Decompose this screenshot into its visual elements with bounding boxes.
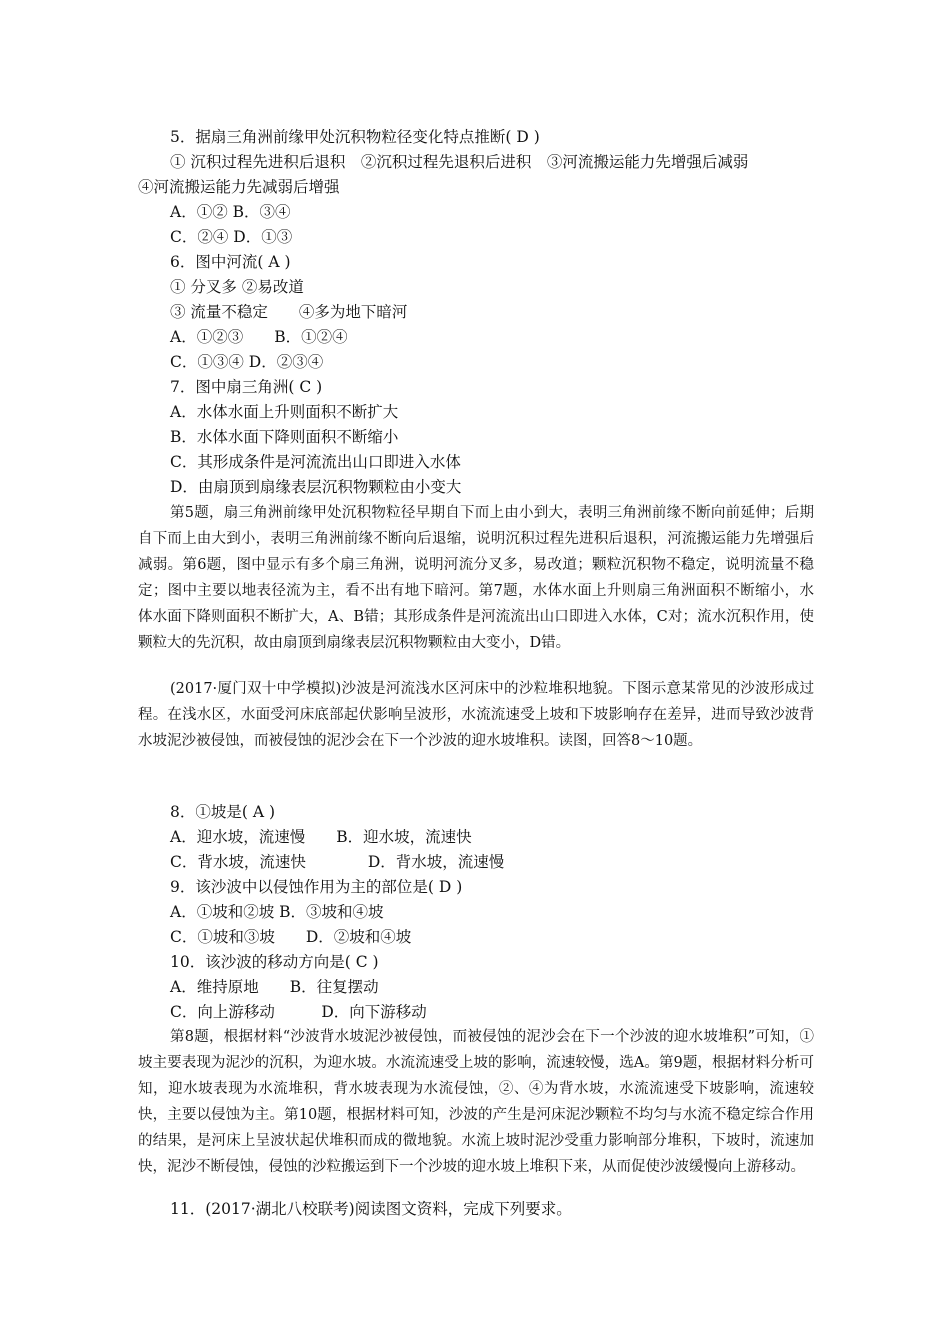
q9-choices-cd: C．①坡和③坡 D．②坡和④坡 <box>170 928 412 946</box>
q11-stem: 11．(2017·湖北八校联考)阅读图文资料，完成下列要求。 <box>170 1200 572 1218</box>
q5-options-line2: ④河流搬运能力先减弱后增强 <box>138 178 340 196</box>
q8-stem: 8．①坡是( A ) <box>170 803 276 821</box>
q6-choices-ab: A．①②③ B．①②④ <box>170 328 348 346</box>
q10-choices-ab: A．维持原地 B．往复摆动 <box>170 978 379 996</box>
q5-choices-ab: A．①② B．③④ <box>170 203 291 221</box>
q10-stem: 10．该沙波的移动方向是( C ) <box>170 953 379 971</box>
explanation-q5-q7: 第5题，扇三角洲前缘甲处沉积物粒径早期自下而上由小到大，表明三角洲前缘不断向前延伸；后期自下而上由大到小，表明三角洲前缘不断向后退缩，说明沉积过程先进积后退积，河流搬运能力先增强后减弱。第6题，图中显示有多个扇三角洲，说明河流分叉多，易改道；颗粒沉积物不稳定，说明流量不稳定；图中主要以地表径流为主，看不出有地下暗河。第7题，水体水面上升则扇三角洲面积不断缩小，水体水面下降则面积不断扩大，A、B错；其形成条件是河流流出山口即进入水体，C对；流水沉积作用，使颗粒大的先沉积，故由扇顶到扇缘表层沉积物颗粒由大变小，D错。 <box>138 505 814 651</box>
q7-option-c: C．其形成条件是河流流出山口即进入水体 <box>170 453 461 471</box>
q7-option-d: D．由扇顶到扇缘表层沉积物颗粒由小变大 <box>170 478 462 496</box>
q6-choices-cd: C．①③④ D．②③④ <box>170 353 324 371</box>
explanation-q8-q10: 第8题，根据材料“沙波背水坡泥沙被侵蚀，而被侵蚀的泥沙会在下一个沙波的迎水坡堆积”可知，①坡主要表现为泥沙的沉积，为迎水坡。水流流速受上坡的影响，流速较慢，选A。第9题，根据材料分析可知，迎水坡表现为水流堆积，背水坡表现为水流侵蚀，②、④为背水坡，水流流速受下坡影响，流速较快，主要以侵蚀为主。第10题，根据材料可知，沙波的产生是河床泥沙颗粒不均匀与水流不稳定综合作用的结果，是河床上呈波状起伏堆积而成的微地貌。水流上坡时泥沙受重力影响部分堆积，下坡时，流速加快，泥沙不断侵蚀，侵蚀的沙粒搬运到下一个沙坡的迎水坡上堆积下来，从而促使沙波缓慢向上游移动。 <box>138 1029 814 1175</box>
q8-choices-cd: C．背水坡，流速快 D．背水坡，流速慢 <box>170 853 505 871</box>
q5-options-line1: ① 沉积过程先进积后退积 ②沉积过程先退积后进积 ③河流搬运能力先增强后减弱 <box>170 153 749 171</box>
q7-option-b: B．水体水面下降则面积不断缩小 <box>170 428 399 446</box>
q9-stem: 9．该沙波中以侵蚀作用为主的部位是( D ) <box>170 878 463 896</box>
q10-choices-cd: C．向上游移动 D．向下游移动 <box>170 1003 427 1021</box>
q5-stem: 5．据扇三角洲前缘甲处沉积物粒径变化特点推断( D ) <box>170 128 540 146</box>
material-q8-q10: (2017·厦门双十中学模拟)沙波是河流浅水区河床中的沙粒堆积地貌。下图示意某常见的沙波形成过程。在浅水区，水面受河床底部起伏影响呈波形，水流流速受上坡和下坡影响存在差异，进而导致沙波背水坡泥沙被侵蚀，而被侵蚀的泥沙会在下一个沙波的迎水坡堆积。读图，回答8～10题。 <box>138 681 814 749</box>
q6-stem: 6．图中河流( A ) <box>170 253 291 271</box>
q9-choices-ab: A．①坡和②坡 B．③坡和④坡 <box>170 903 384 921</box>
q6-options-line2: ③ 流量不稳定 ④多为地下暗河 <box>170 303 408 321</box>
q8-choices-ab: A．迎水坡，流速慢 B．迎水坡，流速快 <box>170 828 472 846</box>
q7-option-a: A．水体水面上升则面积不断扩大 <box>170 403 399 421</box>
q5-choices-cd: C．②④ D．①③ <box>170 228 293 246</box>
q7-stem: 7．图中扇三角洲( C ) <box>170 378 323 396</box>
q6-options-line1: ① 分叉多 ②易改道 <box>170 278 304 296</box>
